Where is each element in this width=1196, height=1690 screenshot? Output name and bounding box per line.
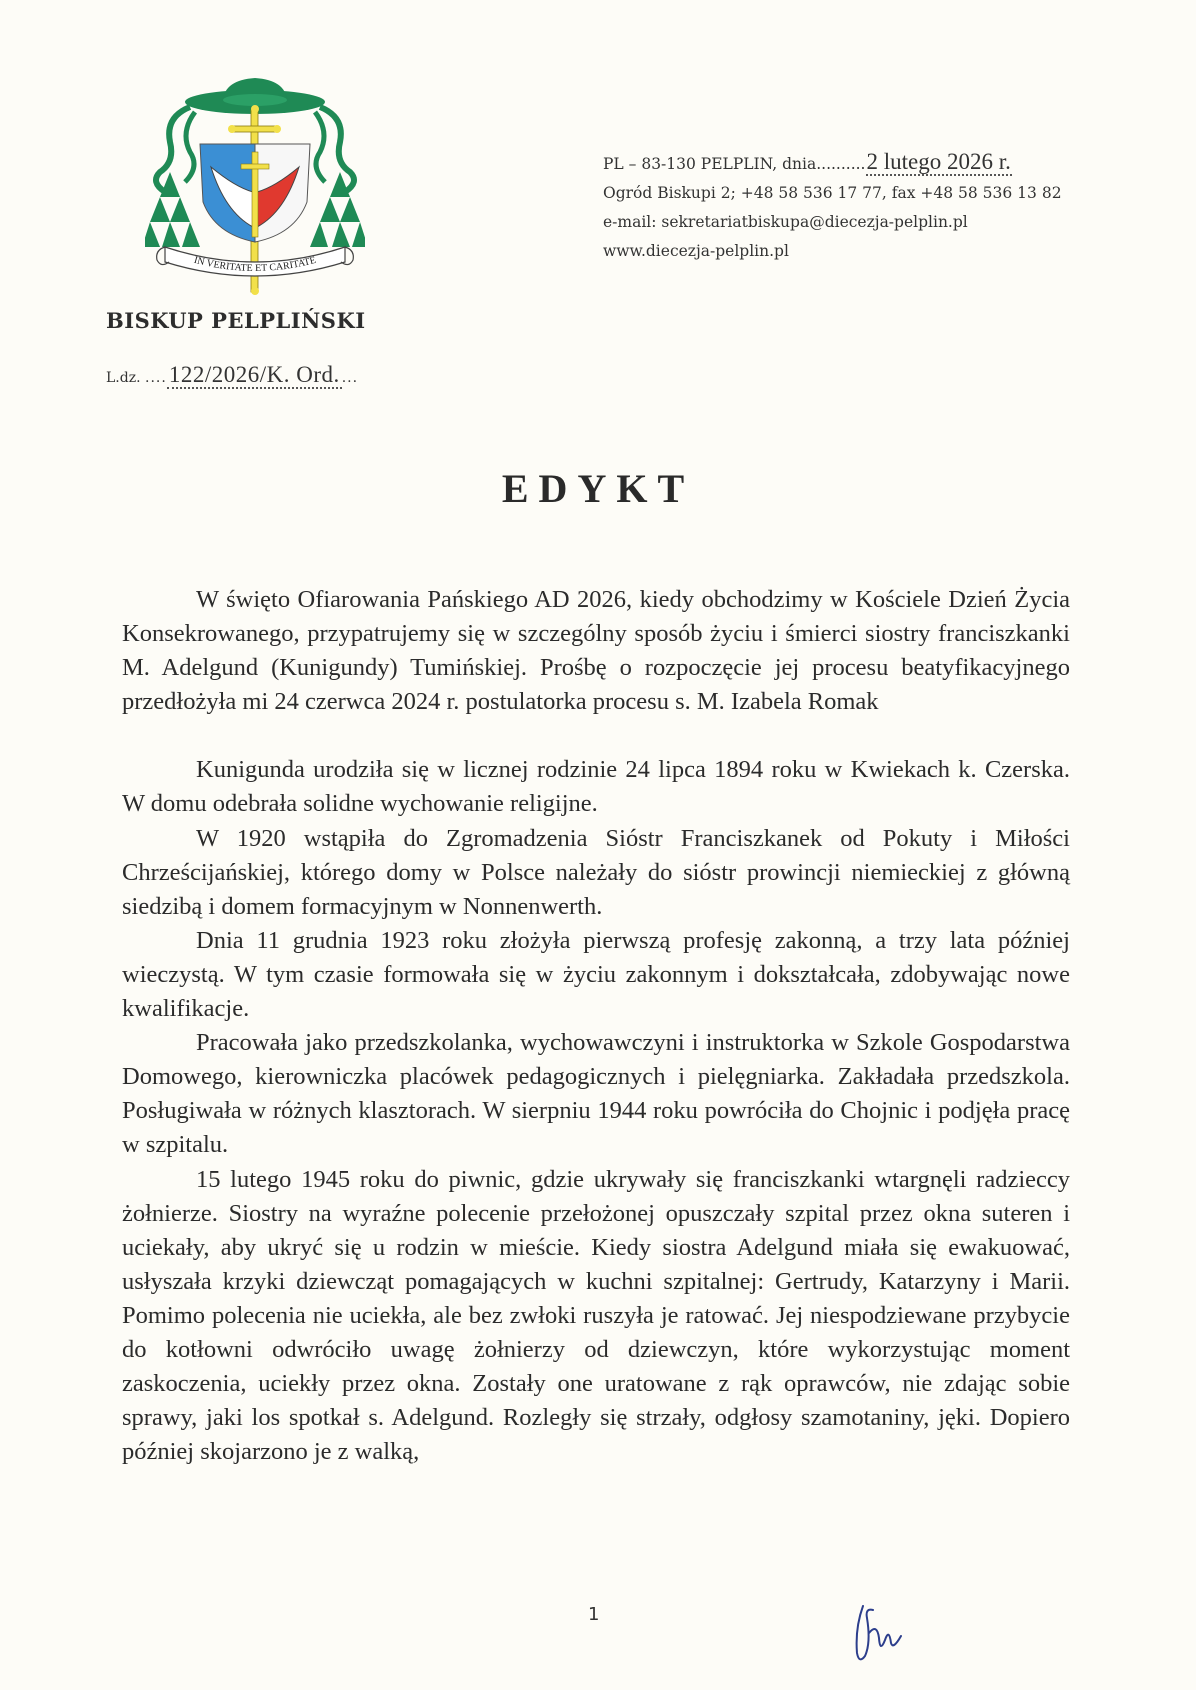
paragraph: 15 lutego 1945 roku do piwnic, gdzie ukrywały się franciszkanki wtargnęli radzieccy żołnierze. Siostry na wyraźne polecenie przełożonej opuszczały szpital przez okna suteren i uciekały, aby ukryć się u rodzin w mieście. Kiedy siostra Adelgund miała się ewakuować, usłyszała krzyki dziewcząt pomagających w kuchni szpitalnej: Gertrudy, Katarzyny i Marii. Pomimo polecenia nie uciekła, ale bez zwłoki ruszyła je ratować. Jej niespodziewane przybycie do kotłowni odwróciło uwagę żołnierzy od dziewczyn, które wykorzystując moment zaskoczenia, uciekły przez okna. Zostały one uratowane z rąk oprawców, nie zdając sobie sprawy, jaki los spotkał s. Adelgund. Rozległy się strzały, odgłosy szamotaniny, jęki. Dopiero później skojarzono je z walką,	[122, 1165, 1070, 1466]
email-line[interactable]: e-mail: sekretariatbiskupa@diecezja-pelplin.pl	[603, 213, 968, 231]
paragraph: Pracowała jako przedszkolanka, wychowawczyni i instruktorka w Szkole Gospodarstwa Domowego, kierowniczka placówek pedagogicznych i pielęgniarka. Zakładała przedszkola. Posługiwała w różnych klasztorach. W sierpniu 1944 roku powróciła do Chojnic i podjęła pracę w szpitalu.	[122, 1029, 1070, 1159]
reference-line: L.dz. ....122/2026/K. Ord. ...	[106, 362, 359, 387]
address-line: PL – 83-130 PELPLIN, dnia	[603, 155, 817, 173]
signature-icon	[845, 1598, 905, 1668]
phone-fax-line: Ogród Biskupi 2; +48 58 536 17 77, fax +48 58 536 13 82	[603, 184, 1062, 202]
document-body	[122, 583, 1070, 1469]
website-line[interactable]: www.diecezja-pelplin.pl	[603, 242, 789, 260]
document-title: EDYKT	[501, 466, 695, 511]
document-date: 2 lutego 2026 r.	[866, 149, 1011, 174]
address-date-line: PL – 83-130 PELPLIN, dnia..........2 lutego 2026 r.	[603, 149, 1011, 174]
paragraph: Dnia 11 grudnia 1923 roku złożyła pierwszą profesję zakonną, a trzy lata później wieczystą. W tym czasie formowała się w życiu zakonnym i dokształcała, zdobywając nowe kwalifikacje.	[122, 926, 1070, 1023]
reference-prefix: L.dz.	[106, 370, 141, 386]
paragraph: W święto Ofiarowania Pańskiego AD 2026, kiedy obchodzimy w Kościele Dzień Życia Konsekrowanego, przypatrujemy się w szczególny sposób życiu i śmierci siostry franciszkanki M. Adelgund (Kunigundy) Tumińskiej. Prośbę o rozpoczęcie jej procesu beatyfikacyjnego przedłożyła mi 24 czerwca 2024 r. postulatorka procesu s. M. Izabela Romak	[122, 586, 1070, 716]
reference-number: 122/2026/K. Ord.	[168, 362, 340, 387]
coat-of-arms-icon	[145, 72, 365, 297]
page-number: 1	[588, 1604, 600, 1625]
motto-text: IN VERITATE ET CARITATE	[192, 254, 318, 275]
paragraph: Kunigunda urodziła się w licznej rodzinie 24 lipca 1894 roku w Kwiekach k. Czerska. W domu odebrała solidne wychowanie religijne.	[122, 756, 1070, 818]
contact-block	[603, 147, 1062, 266]
paragraph: W 1920 wstąpiła do Zgromadzenia Sióstr Franciszkanek od Pokuty i Miłości Chrześcijańskiej, którego domy w Polsce należały do sióstr prowincji niemieckiej z główną siedzibą i domem formacyjnym w Nonnenwerth.	[122, 824, 1070, 920]
issuer-title: BISKUP PELPLIŃSKI	[106, 308, 366, 333]
